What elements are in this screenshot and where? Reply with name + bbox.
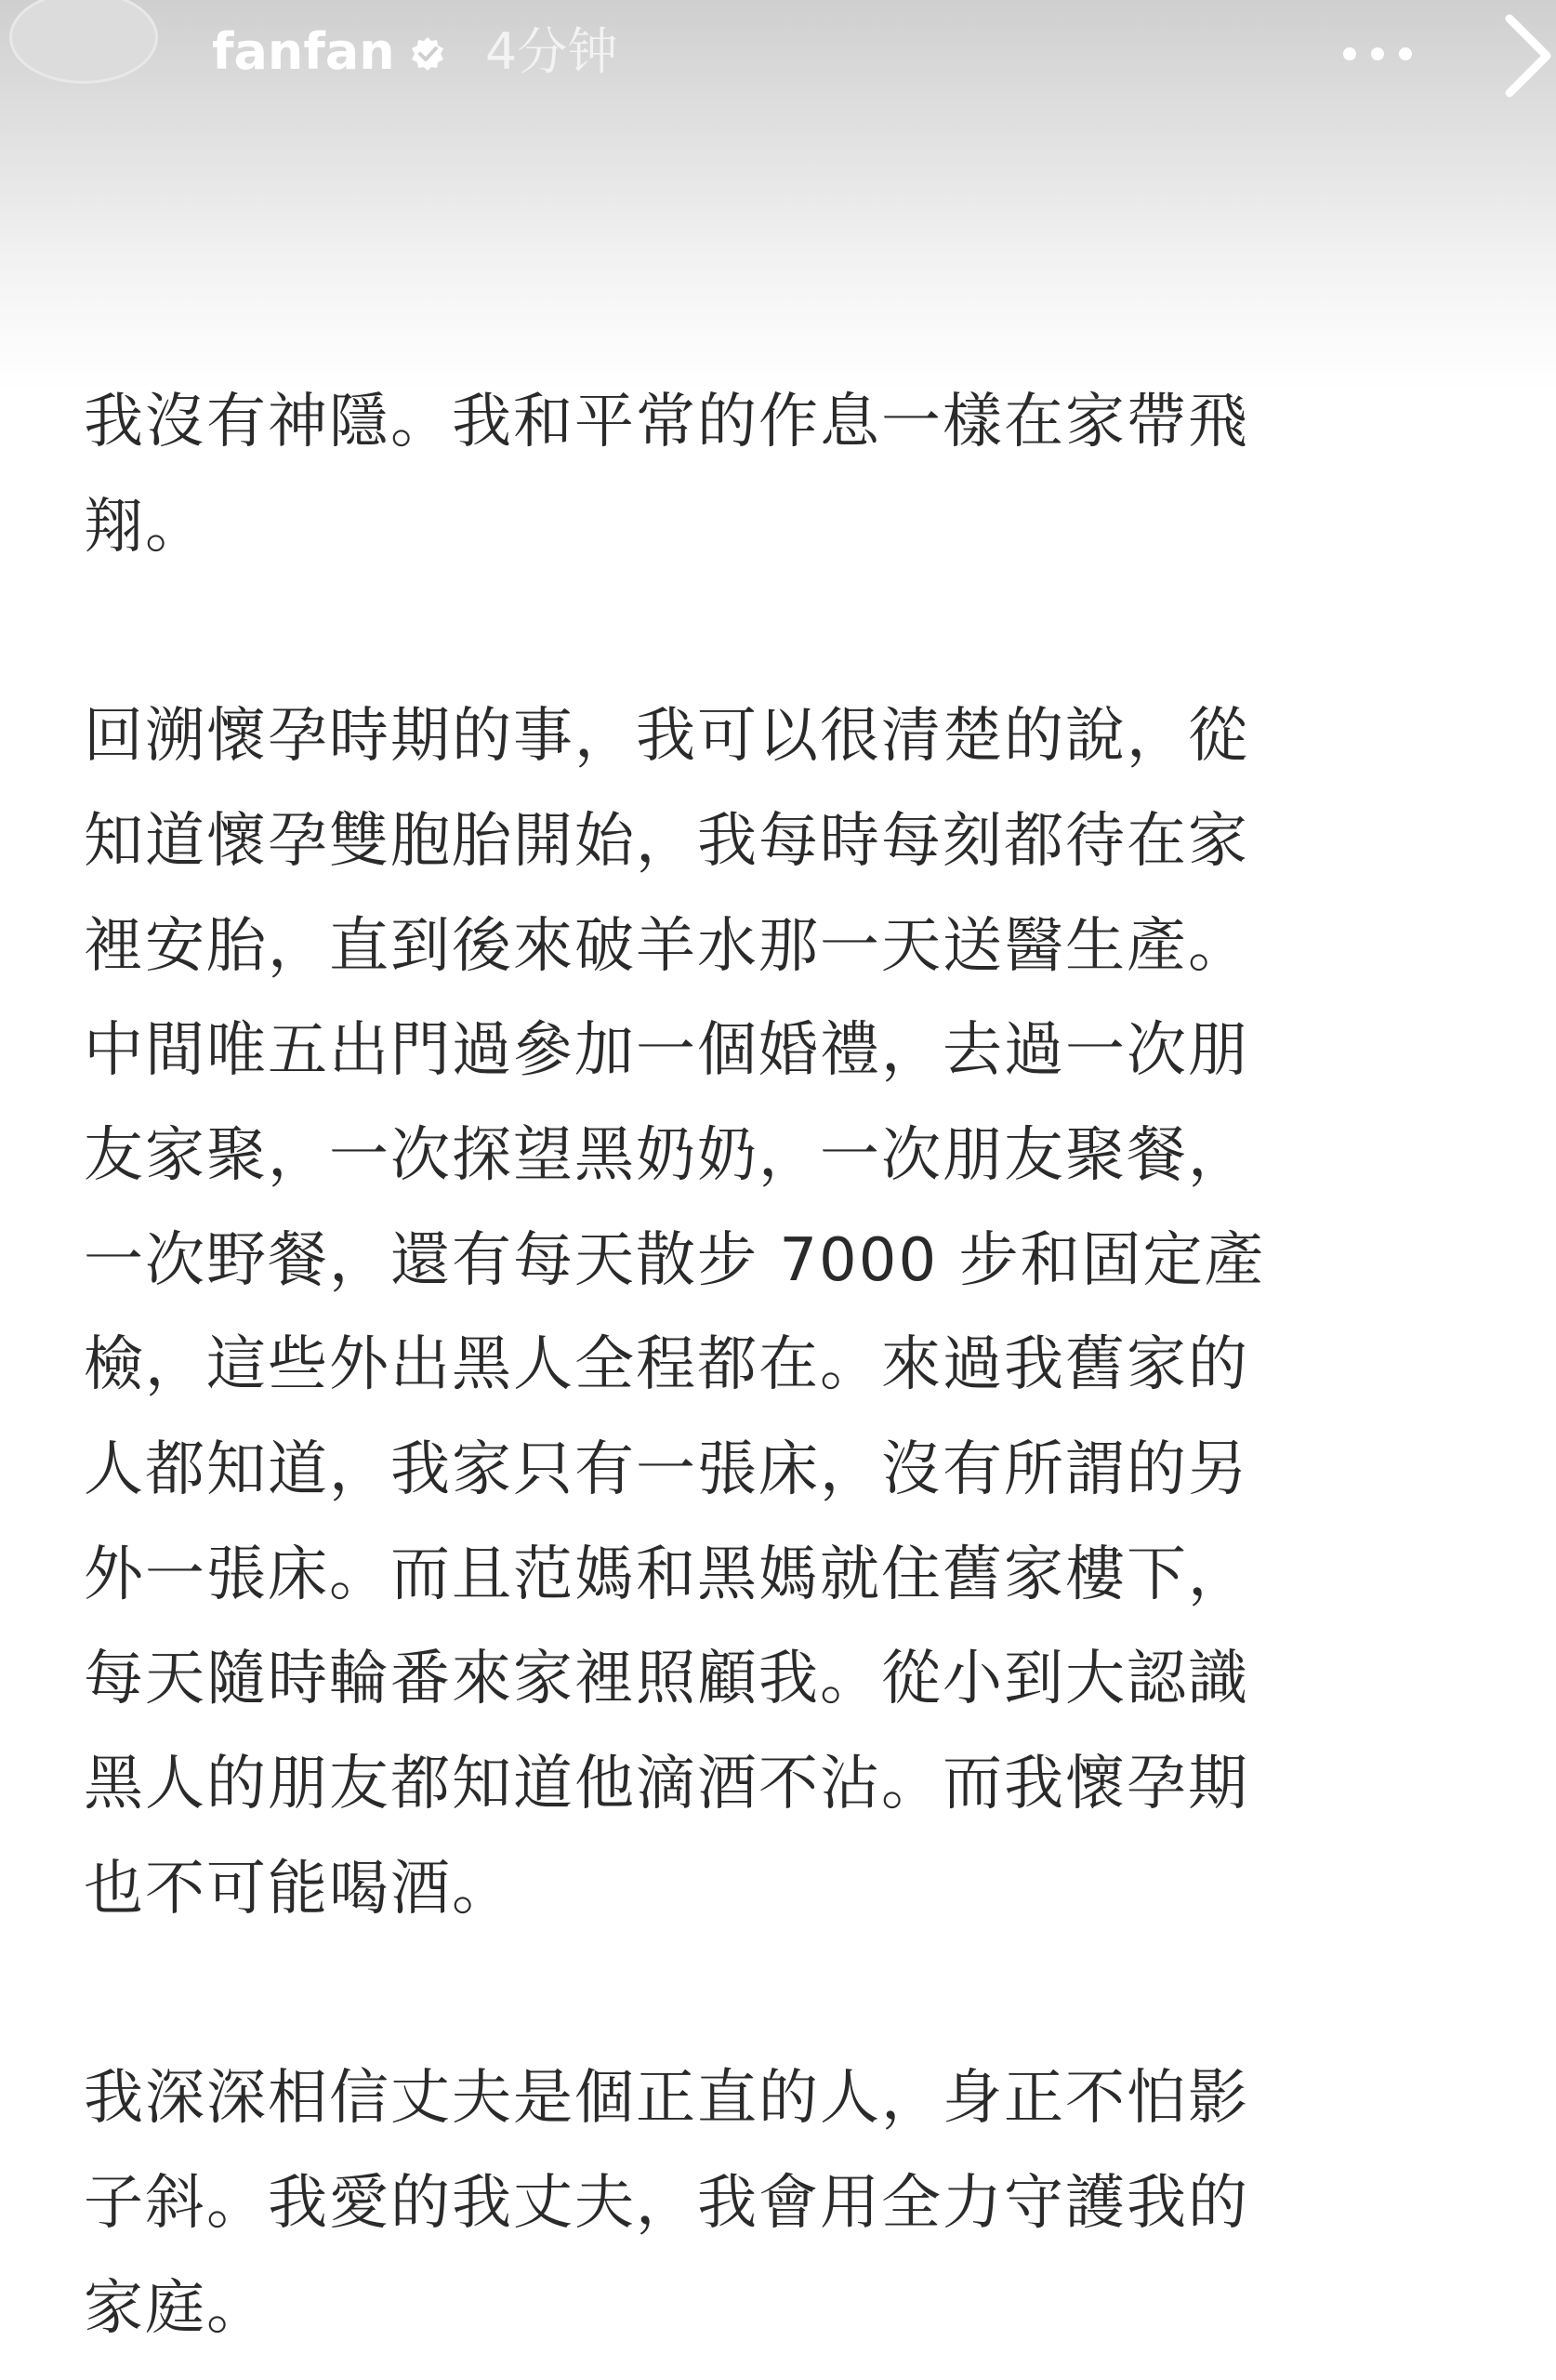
avatar[interactable]	[9, 0, 158, 84]
username[interactable]: fanfan	[212, 22, 395, 81]
paragraph-intro: 我沒有神隱。我和平常的作息一樣在家帶飛 翔。	[84, 388, 1249, 562]
verified-badge-icon	[409, 35, 446, 73]
timestamp: 4分钟	[485, 22, 618, 81]
chevron-right-icon[interactable]	[1497, 9, 1556, 102]
paragraph-pregnancy: 回溯懷孕時期的事，我可以很清楚的說，從 知道懷孕雙胞胎開始，我每時每刻都待在家 裡安胎，直到後來破羊水那一天送醫生產。 中間唯五出門過參加一個婚禮，去過一次朋 友家聚，一次探望黑奶奶，一次朋友聚餐， 一次野餐，還有每天散步 7000 步和固定產 檢，這些外出黑人全程都在。來過我舊家的 人都知道，我家只有一張床，沒有所謂的另 外一張床。而且范媽和黑媽就住舊家樓下， 每天隨時輪番來家裡照顧我。從小到大認識 黑人的朋友都知道他滴酒不沾。而我懷孕期 也不可能喝酒。	[84, 702, 1266, 1924]
story-header	[0, 0, 1556, 121]
post-text	[84, 370, 1510, 2360]
more-dots-icon[interactable]	[1338, 43, 1417, 65]
paragraph-closing: 我深深相信丈夫是個正直的人，身正不怕影 子斜。我愛的我丈夫，我會用全力守護我的 家庭。	[84, 2064, 1249, 2343]
